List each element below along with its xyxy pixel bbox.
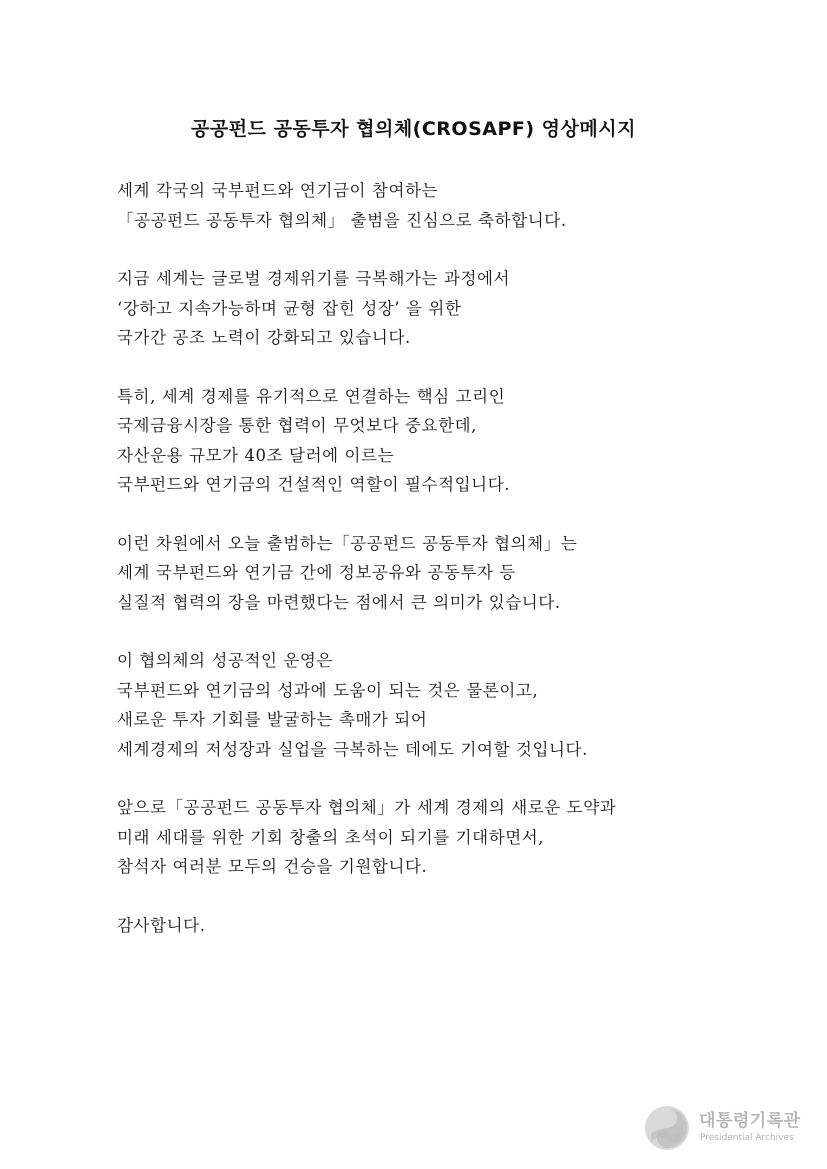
paragraph-3 <box>117 382 777 500</box>
text-line: 지금 세계는 글로벌 경제위기를 극복해가는 과정에서 <box>117 269 511 288</box>
paragraph-1 <box>117 176 777 235</box>
text-line: 세계 각국의 국부펀드와 연기금이 참여하는 <box>117 181 439 200</box>
text-line: 국부펀드와 연기금의 성과에 도움이 되는 것은 물론이고, <box>117 680 539 700</box>
document-title: 공공펀드 공동투자 협의체(CROSAPF) 영상메시지 <box>191 118 636 140</box>
text-line: 자산운용 규모가 40조 달러에 이르는 <box>117 445 395 465</box>
text-line: 이 협의체의 성공적인 운영은 <box>117 651 334 670</box>
paragraph-2 <box>117 264 777 353</box>
archives-name-korean: 대통령기록관 <box>699 1111 801 1131</box>
text-line: 앞으로「공공펀드 공동투자 협의체」가 세계 경제의 새로운 도약과 <box>117 798 617 817</box>
text-line: 새로운 투자 기회를 발굴하는 촉매가 되어 <box>117 710 428 729</box>
paragraph-6 <box>117 793 777 882</box>
text-line: 국부펀드와 연기금의 건설적인 역할이 필수적입니다. <box>117 475 511 494</box>
text-line: 실질적 협력의 장을 마련했다는 점에서 큰 의미가 있습니다. <box>117 592 561 612</box>
paragraph-4 <box>117 529 777 618</box>
closing-line: 감사합니다. <box>117 915 206 935</box>
text-line: 특히, 세계 경제를 유기적으로 연결하는 핵심 고리인 <box>117 386 506 406</box>
text-line: 이런 차원에서 오늘 출범하는「공공펀드 공동투자 협의체」는 <box>117 533 578 553</box>
text-line: 미래 세대를 위한 기회 창출의 초석이 되기를 기대하면서, <box>117 827 545 847</box>
text-line: ‘강하고 지속가능하며 균형 잡힌 성장’ 을 위한 <box>117 298 462 318</box>
text-line: 세계경제의 저성장과 실업을 극복하는 데에도 기여할 것입니다. <box>117 739 588 759</box>
taegeuk-seal-icon <box>643 1104 691 1152</box>
text-line: 세계 국부펀드와 연기금 간에 정보공유와 공동투자 등 <box>117 563 516 582</box>
text-line: 국가간 공조 노력이 강화되고 있습니다. <box>117 328 411 347</box>
text-line: 국제금융시장을 통한 협력이 무엇보다 중요한데, <box>117 416 478 435</box>
closing-paragraph <box>117 911 777 941</box>
text-line: 참석자 여러분 모두의 건승을 기원합니다. <box>117 857 428 876</box>
paragraph-5 <box>117 646 777 764</box>
archives-name-english: Presidential Archives <box>700 1133 794 1143</box>
message-body <box>117 176 777 969</box>
text-line: 「공공펀드 공동투자 협의체」 출범을 진심으로 축하합니다. <box>117 210 567 230</box>
presidential-archives-watermark <box>643 1104 813 1154</box>
